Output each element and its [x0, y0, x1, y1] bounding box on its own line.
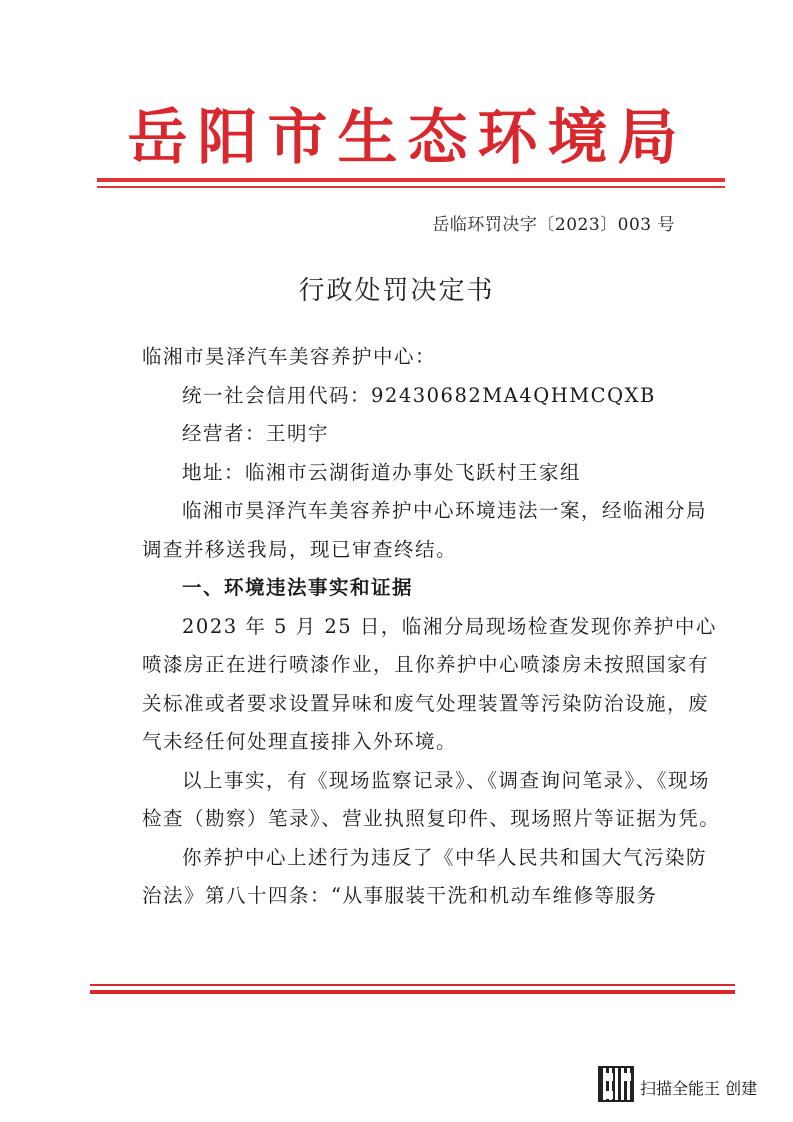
recipient-name: 临湘市昊泽汽车美容养护中心： — [142, 345, 437, 368]
letterhead-thick-rule — [97, 178, 725, 182]
footer-thin-rule — [90, 984, 735, 986]
letterhead-thin-rule — [97, 186, 725, 188]
address: 地址：临湘市云湖街道办事处飞跃村王家组 — [182, 460, 582, 484]
evidence-paragraph: 以上事实，有《现场监察记录》、《调查询问笔录》、《现场检查（勘察）笔录》、营业执照复印件、现场照片等证据为凭。 — [142, 768, 721, 830]
violation-paragraph: 你养护中心上述行为违反了《中华人民共和国大气污染防治法》第八十四条：“从事服装干洗和机动车维修等服务 — [142, 845, 708, 907]
scanner-watermark: 扫描全能王 创建 — [640, 1079, 758, 1098]
intro-paragraph: 临湘市昊泽汽车美容养护中心环境违法一案，经临湘分局调查并移送我局，现已审查终结。 — [142, 499, 708, 561]
agency-letterhead: 岳阳市生态环境局 — [127, 103, 688, 173]
operator: 经营者：王明宇 — [182, 422, 330, 445]
facts-paragraph: 2023 年 5 月 25 日，临湘分局现场检查发现你养护中心喷漆房正在进行喷漆作业，且你养护中心喷漆房未按照国家有关标准或者要求设置异味和废气处理装置等污染防治设施，废气未经任何处理直接排入外环境。 — [142, 614, 717, 753]
credit-code: 统一社会信用代码：92430682MA4QHMCQXB — [182, 383, 656, 407]
document-number: 岳临环罚决字〔2023〕003 号 — [432, 215, 675, 235]
document-title: 行政处罚决定书 — [298, 276, 495, 306]
document-body — [142, 338, 727, 916]
footer-thick-rule — [90, 990, 735, 994]
qr-code-icon — [598, 1066, 634, 1102]
section-one-heading: 一、环境违法事实和证据 — [182, 576, 414, 599]
